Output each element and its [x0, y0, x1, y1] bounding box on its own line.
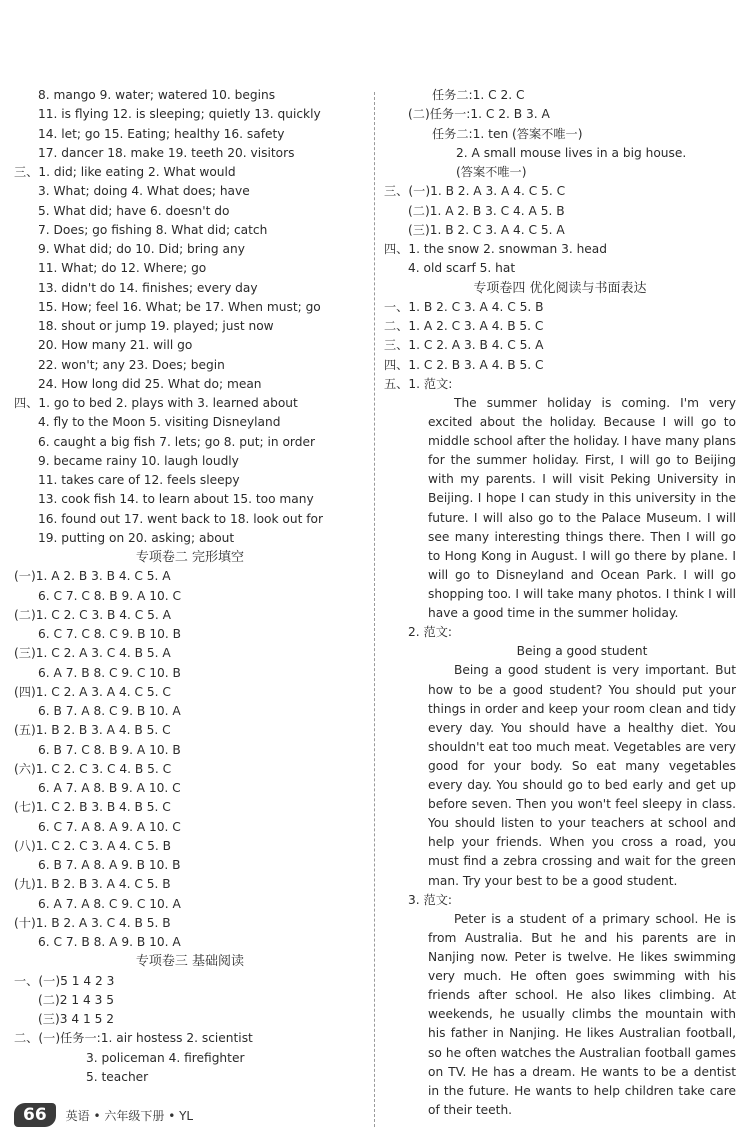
answer-line: 3. What; doing 4. What does; have	[38, 184, 250, 199]
answer-line: 5. teacher	[86, 1069, 149, 1084]
answer-line: 20. How many 21. will go	[38, 338, 193, 353]
answer-line: 三、(一)1. B 2. A 3. A 4. C 5. C	[384, 184, 566, 199]
answer-line: 6. C 7. C 8. B 9. A 10. C	[38, 588, 181, 603]
answer-line: 16. found out 17. went back to 18. look out for	[38, 511, 324, 526]
answer-line: 8. mango 9. water; watered 10. begins	[38, 88, 276, 102]
essay-2-text: Being a good student is very important. But how to be a good student? You should put your things in order and keep your room clean and tidy every day. You should have a healthy diet. You shouldn't eat too much meat. Vegetables are very good for your body. So eat many vegetables every day. You should go to bed early and get up before seven. Then you won't feel sleepy in class. You should listen to your teachers at school and help your friends. When you cross a road, you must find a zebra crossing and wait for the green man. Try your best to be a good student.	[428, 663, 736, 888]
answer-line: 二、1. A 2. C 3. A 4. B 5. C	[384, 319, 544, 333]
answer-line: 4. old scarf 5. hat	[408, 261, 516, 276]
answer-line: (二)2 1 4 3 5	[38, 992, 114, 1007]
section-title: 专项卷四 优化阅读与书面表达	[473, 280, 647, 296]
answer-line: 三、1. did; like eating 2. What would	[14, 165, 236, 179]
answer-line: 11. takes care of 12. feels sleepy	[38, 473, 240, 487]
essay-2-title: Being a good student	[516, 644, 648, 659]
answer-line: (二)任务一:1. C 2. B 3. A	[408, 107, 550, 122]
answer-line: 6. C 7. A 8. A 9. A 10. C	[38, 819, 181, 834]
answer-line: 四、1. go to bed 2. plays with 3. learned about	[14, 396, 298, 410]
answer-line: 三、1. C 2. A 3. B 4. C 5. A	[384, 338, 544, 353]
answer-line: 3. policeman 4. firefighter	[86, 1050, 245, 1065]
answer-line: 6. C 7. B 8. A 9. B 10. A	[38, 935, 181, 949]
answer-line: (四)1. C 2. A 3. A 4. C 5. C	[14, 684, 171, 699]
answer-line: 14. let; go 15. Eating; healthy 16. safety	[38, 126, 285, 141]
answer-line: (九)1. B 2. B 3. A 4. C 5. B	[14, 877, 171, 892]
answer-line: 6. caught a big fish 7. lets; go 8. put; in order	[38, 434, 315, 449]
answer-line: 22. won't; any 23. Does; begin	[38, 357, 225, 372]
answer-line: (一)1. A 2. B 3. B 4. C 5. A	[14, 569, 171, 584]
answer-line: 6. A 7. B 8. C 9. C 10. B	[38, 665, 181, 680]
answer-line: 9. What did; do 10. Did; bring any	[38, 242, 245, 256]
answer-line: 一、(一)5 1 4 2 3	[14, 973, 115, 988]
answer-line: 6. B 7. C 8. B 9. A 10. B	[38, 742, 181, 757]
section-title: 专项卷二 完形填空	[135, 550, 245, 565]
answer-line: (答案不唯一)	[456, 165, 527, 179]
answer-line: 6. A 7. A 8. C 9. C 10. A	[38, 896, 181, 911]
answer-line: 五、1. 范文:	[384, 376, 453, 391]
answer-line: 6. C 7. C 8. C 9. B 10. B	[38, 627, 182, 641]
left-answer-column	[14, 86, 366, 1087]
answer-line: (三)3 4 1 5 2	[38, 1012, 114, 1026]
page-number: 66	[14, 1103, 56, 1127]
answer-line: (三)1. C 2. A 3. C 4. B 5. A	[14, 646, 171, 661]
column-divider	[374, 92, 375, 1127]
answer-line: 18. shout or jump 19. played; just now	[38, 319, 274, 333]
answer-line: 6. B 7. A 8. C 9. B 10. A	[38, 704, 181, 718]
answer-line: 19. putting on 20. asking; about	[38, 530, 235, 545]
answer-line: 15. How; feel 16. What; be 17. When must; go	[38, 299, 321, 314]
essay-1-text: The summer holiday is coming. I'm very excited about the holiday. Because I will go to middle school after the holiday. I have many plans for the summer holiday. First, I will go to Beijing with my parents. I will visit Peking University in Beijing. I hope I can study in this university in the future. I will also go to the Palace Museum. I will see many interesting things there. Then I will go to Hong Kong in August. I will go there by plane. I will go to Disneyland and Ocean Park. I will go shopping too. I will take many photos. I think I will have a good time in the summer holiday.	[428, 396, 736, 621]
answer-line: (二)1. C 2. C 3. B 4. C 5. A	[14, 607, 171, 622]
answer-line: 4. fly to the Moon 5. visiting Disneyland	[38, 415, 281, 430]
answer-line: (六)1. C 2. C 3. C 4. B 5. C	[14, 761, 172, 776]
answer-line: (十)1. B 2. A 3. C 4. B 5. B	[14, 915, 171, 930]
answer-line: 11. is flying 12. is sleeping; quietly 13. quickly	[38, 107, 321, 122]
answer-line: 24. How long did 25. What do; mean	[38, 376, 262, 391]
right-answer-lines	[384, 86, 736, 394]
answer-line: 二、(一)任务一:1. air hostess 2. scientist	[14, 1031, 253, 1046]
answer-line: (三)1. B 2. C 3. A 4. C 5. A	[408, 222, 565, 237]
answer-line: (八)1. C 2. C 3. A 4. C 5. B	[14, 838, 171, 853]
answer-line: (二)1. A 2. B 3. C 4. A 5. B	[408, 203, 565, 218]
answer-line: 一、1. B 2. C 3. A 4. C 5. B	[384, 299, 544, 314]
answer-line: 任务二:1. ten (答案不唯一)	[432, 126, 583, 141]
answer-line: 13. cook fish 14. to learn about 15. too many	[38, 492, 314, 507]
essay-3-label: 3. 范文:	[408, 892, 452, 907]
answer-line: (七)1. C 2. B 3. B 4. B 5. C	[14, 800, 171, 815]
answer-line: 6. B 7. A 8. A 9. B 10. B	[38, 858, 181, 872]
book-info: 英语 • 六年级下册 • YL	[65, 1108, 194, 1123]
section-title: 专项卷三 基础阅读	[135, 954, 245, 970]
answer-line: 13. didn't do 14. finishes; every day	[38, 280, 258, 295]
right-answer-column	[384, 86, 736, 1120]
answer-line: 2. A small mouse lives in a big house.	[456, 145, 687, 160]
answer-line: 11. What; do 12. Where; go	[38, 261, 207, 276]
answer-line: 6. A 7. A 8. B 9. A 10. C	[38, 781, 181, 795]
answer-line: 17. dancer 18. make 19. teeth 20. visitors	[38, 145, 295, 160]
essay-2-label: 2. 范文:	[408, 625, 452, 640]
answer-line: 9. became rainy 10. laugh loudly	[38, 453, 239, 468]
answer-line: (五)1. B 2. B 3. A 4. B 5. C	[14, 723, 171, 738]
answer-line: 5. What did; have 6. doesn't do	[38, 203, 230, 218]
page-footer	[14, 1100, 193, 1130]
essay-3-text: Peter is a student of a primary school. He is from Australia. But he and his parents are in Nanjing now. Peter is twelve. He likes swimming very much. He often goes swimming with his friends after school. He also likes climbing. At weekends, he usually climbs the mountain with his father in Nanjing. He likes Australian football, so he often watches the Australian football games on TV. He has a dream. He wants to be a dentist in the future. He wants to help children take care of their teeth.	[428, 911, 736, 1117]
answer-line: 四、1. the snow 2. snowman 3. head	[384, 242, 607, 256]
answer-line: 四、1. C 2. B 3. A 4. B 5. C	[384, 357, 544, 372]
answer-line: 7. Does; go fishing 8. What did; catch	[38, 222, 268, 237]
answer-line: 任务二:1. C 2. C	[432, 88, 525, 102]
